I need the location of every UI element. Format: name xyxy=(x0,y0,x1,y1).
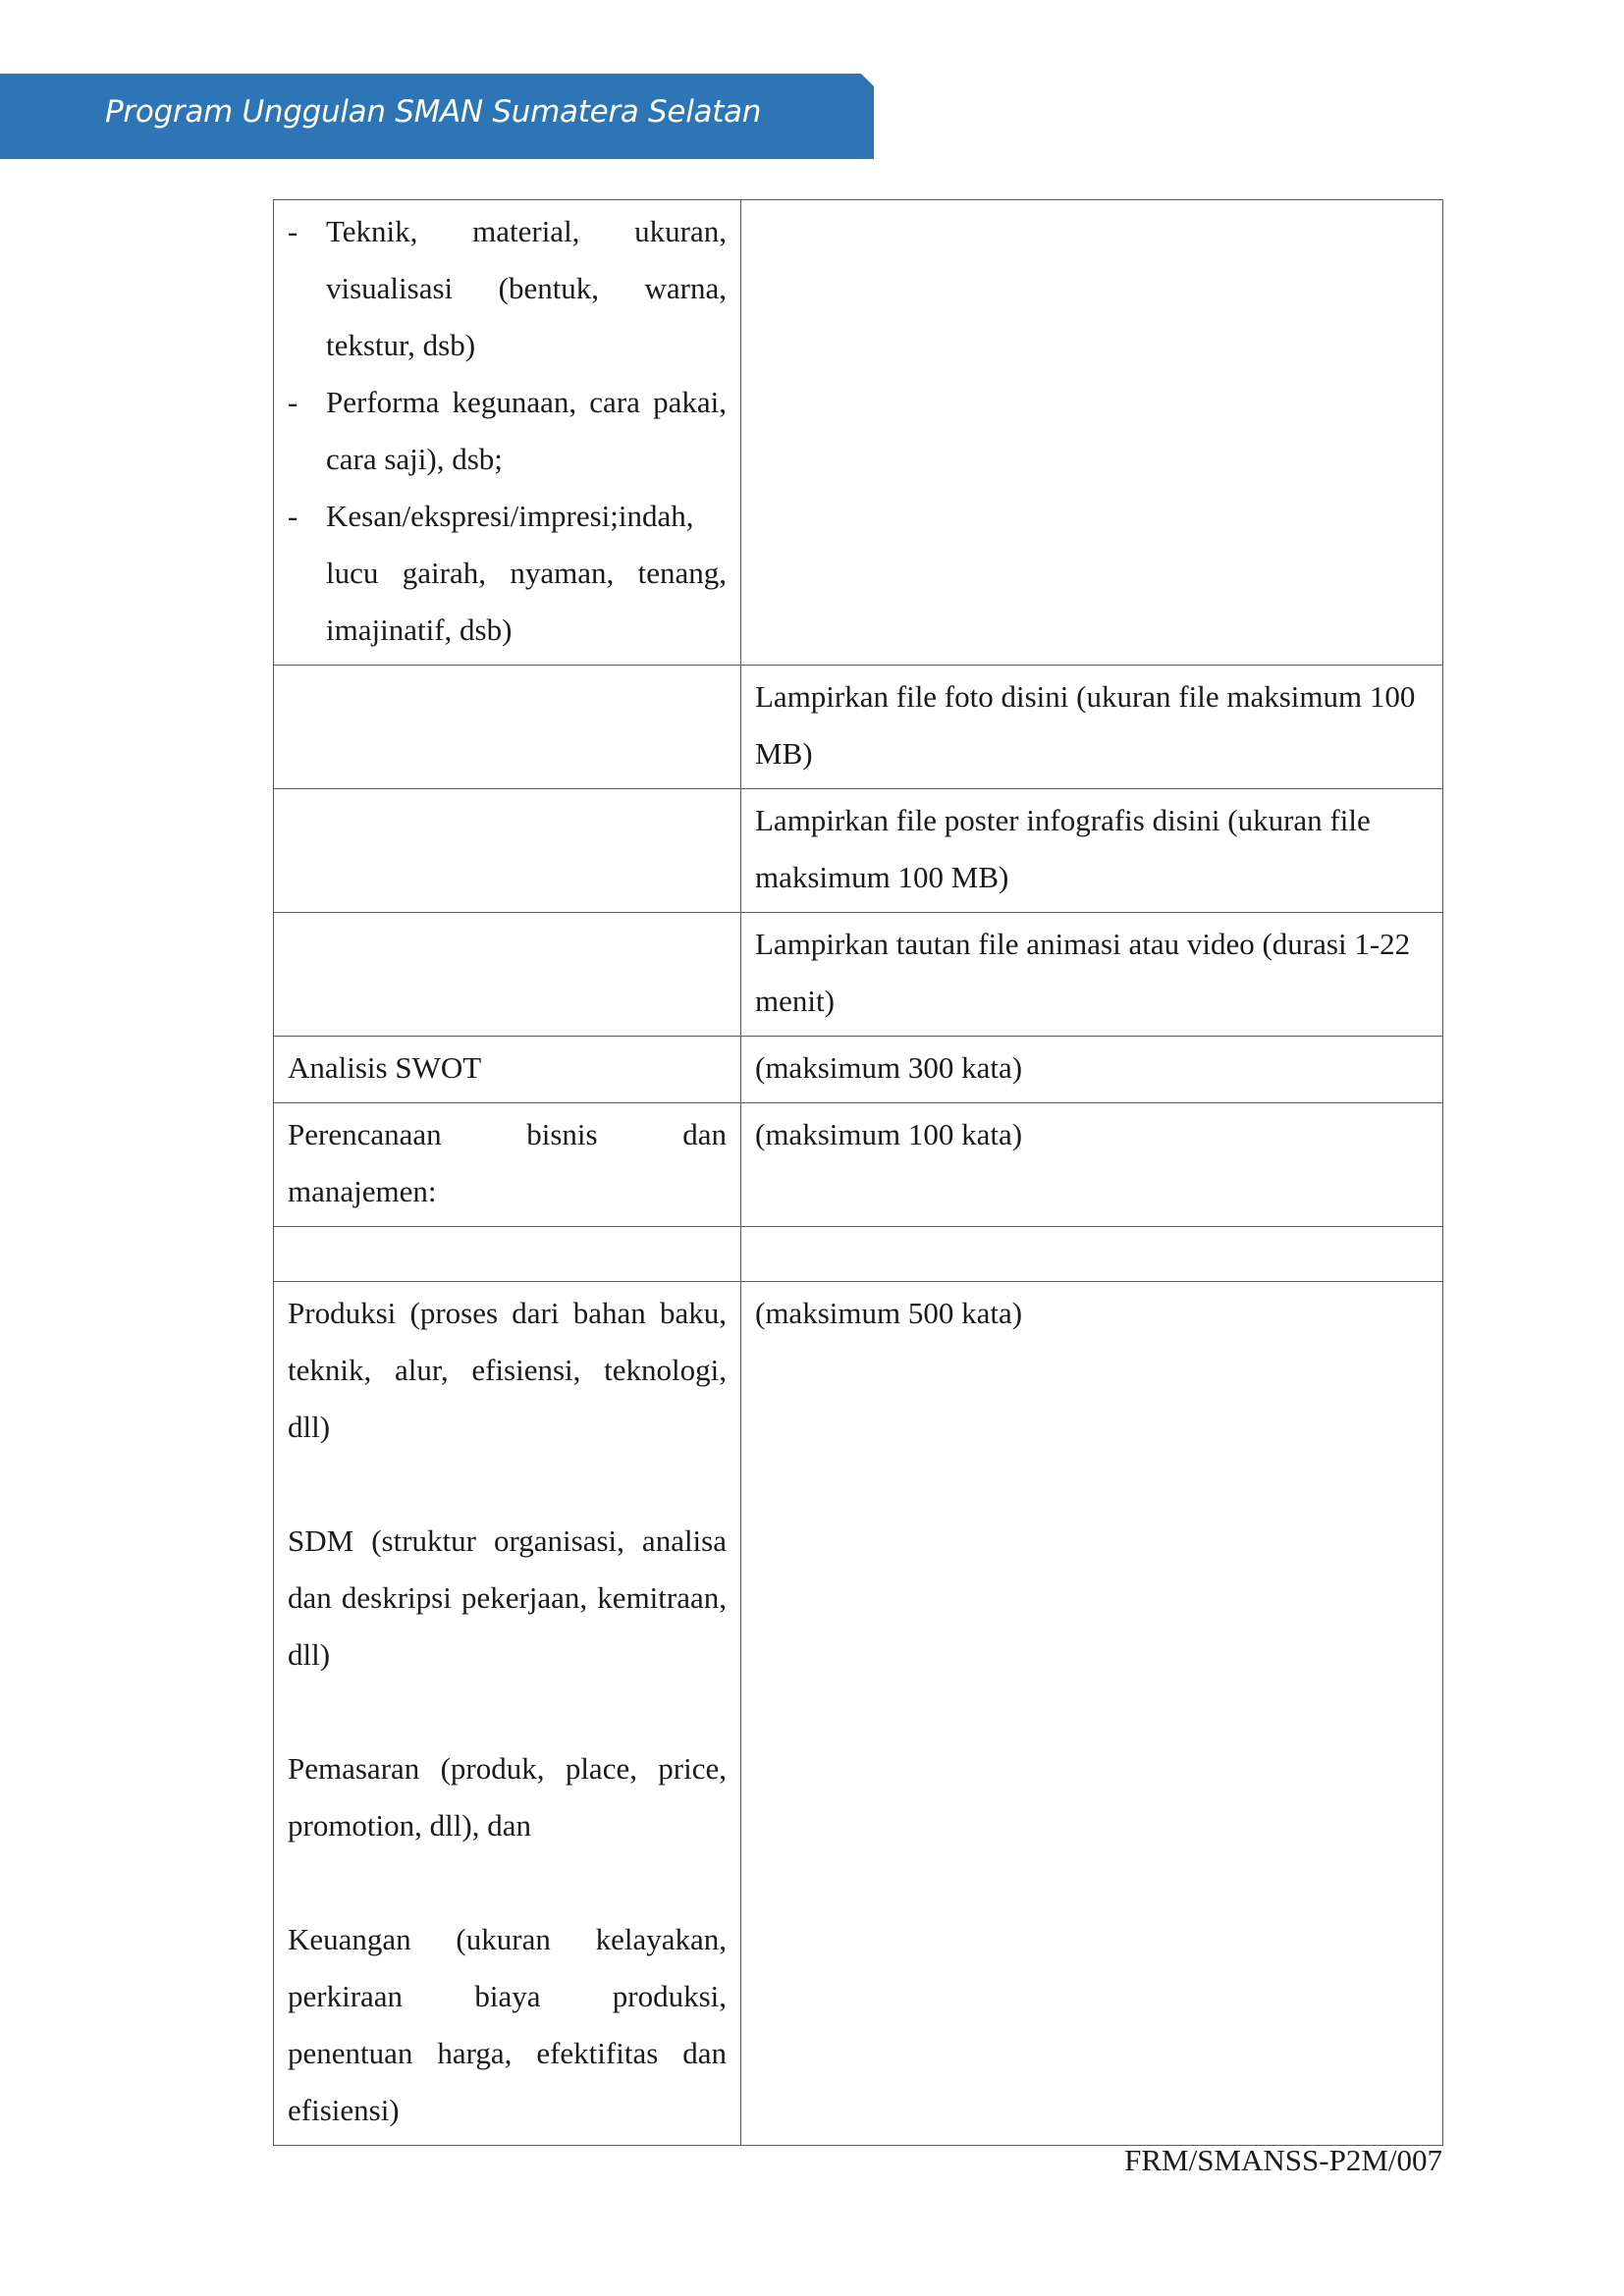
empty-cell xyxy=(274,1227,741,1282)
table-row xyxy=(274,789,1443,913)
keuangan-text: Keuangan (ukuran kelayakan, perkiraan biaya produksi, penentuan harga, efektifitas dan efisiensi) xyxy=(288,1922,727,2127)
plan-details-answer-cell[interactable]: (maksimum 500 kata) xyxy=(741,1282,1443,2146)
product-aspects-answer-cell[interactable] xyxy=(741,200,1443,666)
business-plan-label: Perencanaan bisnis dan manajemen: xyxy=(274,1103,741,1227)
list-item-text: Teknik, material, ukuran, visualisasi (bentuk, warna, tekstur, dsb) xyxy=(326,214,727,362)
list-item xyxy=(288,203,727,374)
swot-label: Analisis SWOT xyxy=(274,1037,741,1103)
video-link-cell[interactable]: Lampirkan tautan file animasi atau video (durasi 1-22 menit) xyxy=(741,913,1443,1037)
photo-upload-cell[interactable]: Lampirkan file foto disini (ukuran file maksimum 100 MB) xyxy=(741,666,1443,789)
swot-answer-cell[interactable]: (maksimum 300 kata) xyxy=(741,1037,1443,1103)
list-item-text: Kesan/ekspresi/impresi;indah, lucu gairah, nyaman, tenang, imajinatif, dsb) xyxy=(326,499,727,647)
produksi-text: Produksi (proses dari bahan baku, teknik, alur, efisiensi, teknologi, dll) xyxy=(288,1296,727,1444)
table-row xyxy=(274,200,1443,666)
table-row xyxy=(274,1227,1443,1282)
product-aspects-list xyxy=(288,203,727,659)
business-plan-answer-cell[interactable]: (maksimum 100 kata) xyxy=(741,1103,1443,1227)
table-row xyxy=(274,1037,1443,1103)
dash-bullet: - xyxy=(288,385,298,419)
empty-cell xyxy=(274,789,741,913)
plan-details-cell xyxy=(274,1282,741,2146)
table-row xyxy=(274,913,1443,1037)
table-row xyxy=(274,1282,1443,2146)
list-item xyxy=(288,488,727,659)
list-item-text: Performa kegunaan, cara pakai, cara saji), dsb; xyxy=(326,385,727,476)
empty-cell xyxy=(274,913,741,1037)
empty-cell xyxy=(274,666,741,789)
header-title: Program Unggulan SMAN Sumatera Selatan xyxy=(105,94,762,130)
poster-upload-cell[interactable]: Lampirkan file poster infografis disini (ukuran file maksimum 100 MB) xyxy=(741,789,1443,913)
pemasaran-text: Pemasaran (produk, place, price, promotion, dll), dan xyxy=(288,1751,727,1842)
form-code: FRM/SMANSS-P2M/007 xyxy=(1124,2143,1442,2177)
dash-bullet: - xyxy=(288,499,298,533)
form-table xyxy=(273,199,1443,2146)
spacer xyxy=(288,1683,727,1740)
sdm-text: SDM (struktur organisasi, analisa dan deskripsi pekerjaan, kemitraan, dll) xyxy=(288,1523,727,1672)
product-aspects-cell xyxy=(274,200,741,666)
dash-bullet: - xyxy=(288,214,298,248)
empty-cell xyxy=(741,1227,1443,1282)
spacer xyxy=(288,1854,727,1911)
spacer xyxy=(288,1456,727,1513)
list-item xyxy=(288,374,727,488)
table-row xyxy=(274,666,1443,789)
table-row xyxy=(274,1103,1443,1227)
